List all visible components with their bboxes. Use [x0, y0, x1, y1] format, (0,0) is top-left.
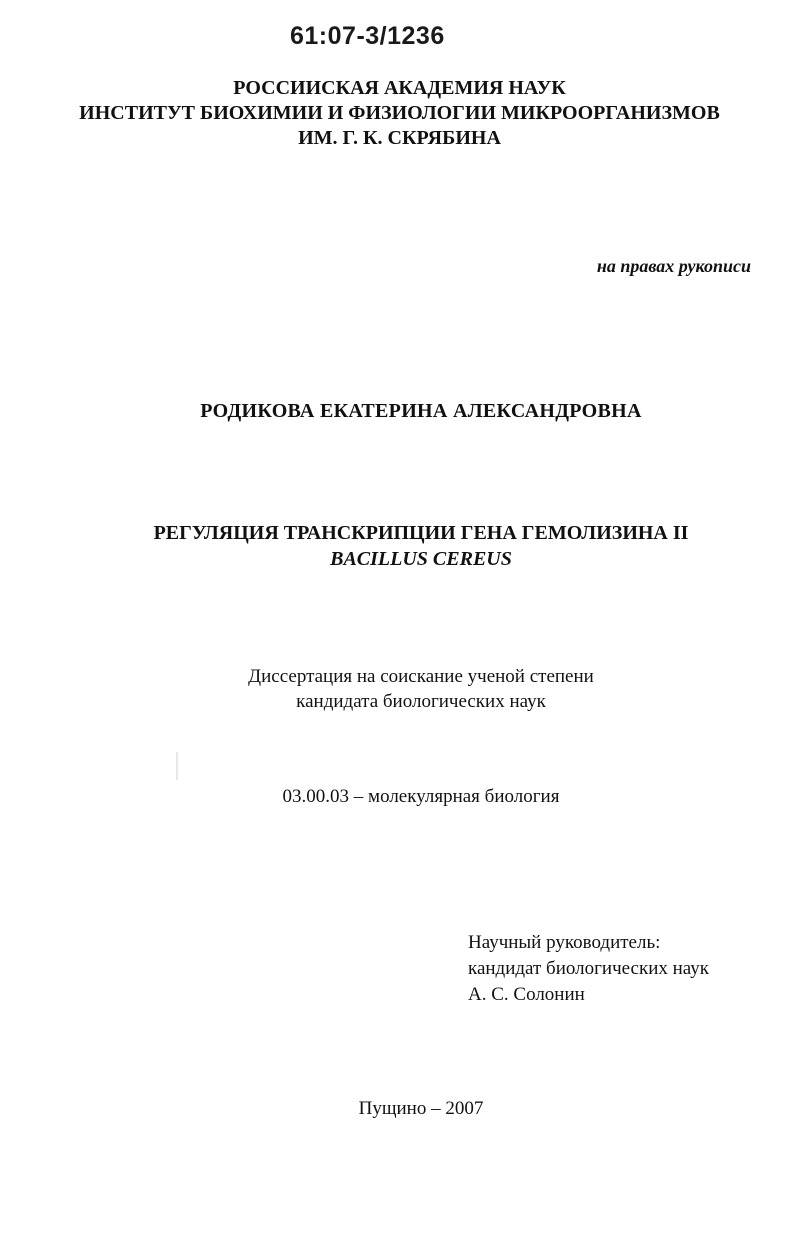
supervisor-label: Научный руководитель:: [468, 932, 661, 953]
supervisor-name: А. С. Солонин: [468, 984, 585, 1005]
title-species: BACILLUS CEREUS: [330, 548, 512, 570]
degree-line-2: кандидата биологических наук: [296, 691, 546, 712]
degree-line-1: Диссертация на соискание ученой степени: [248, 666, 594, 687]
institution-line-academy: РОССИИСКАЯ АКАДЕМИЯ НАУК: [233, 77, 566, 99]
institution-line-institute: ИНСТИТУТ БИОХИМИИ И ФИЗИОЛОГИИ МИКРООРГАНИЗМОВ: [79, 102, 720, 124]
degree-statement: [0, 664, 799, 714]
institution-line-named-after: ИМ. Г. К. СКРЯБИНА: [298, 127, 501, 149]
city-year: Пущино – 2007: [358, 1098, 484, 1119]
catalog-number: 61:07-3/1236: [290, 22, 445, 50]
supervisor-degree: кандидат биологических наук: [468, 958, 709, 979]
specialty-code: 03.00.03 – молекулярная биология: [282, 786, 560, 807]
author-name: РОДИКОВА ЕКАТЕРИНА АЛЕКСАНДРОВНА: [200, 400, 642, 422]
title-line: РЕГУЛЯЦИЯ ТРАНСКРИПЦИИ ГЕНА ГЕМОЛИЗИНА II: [153, 522, 689, 544]
scan-artifact: [176, 752, 178, 780]
supervisor-block: [468, 930, 709, 1008]
dissertation-title: [0, 520, 799, 572]
institution-header: [0, 76, 799, 151]
manuscript-rights-note: на правах рукописи: [596, 256, 751, 276]
